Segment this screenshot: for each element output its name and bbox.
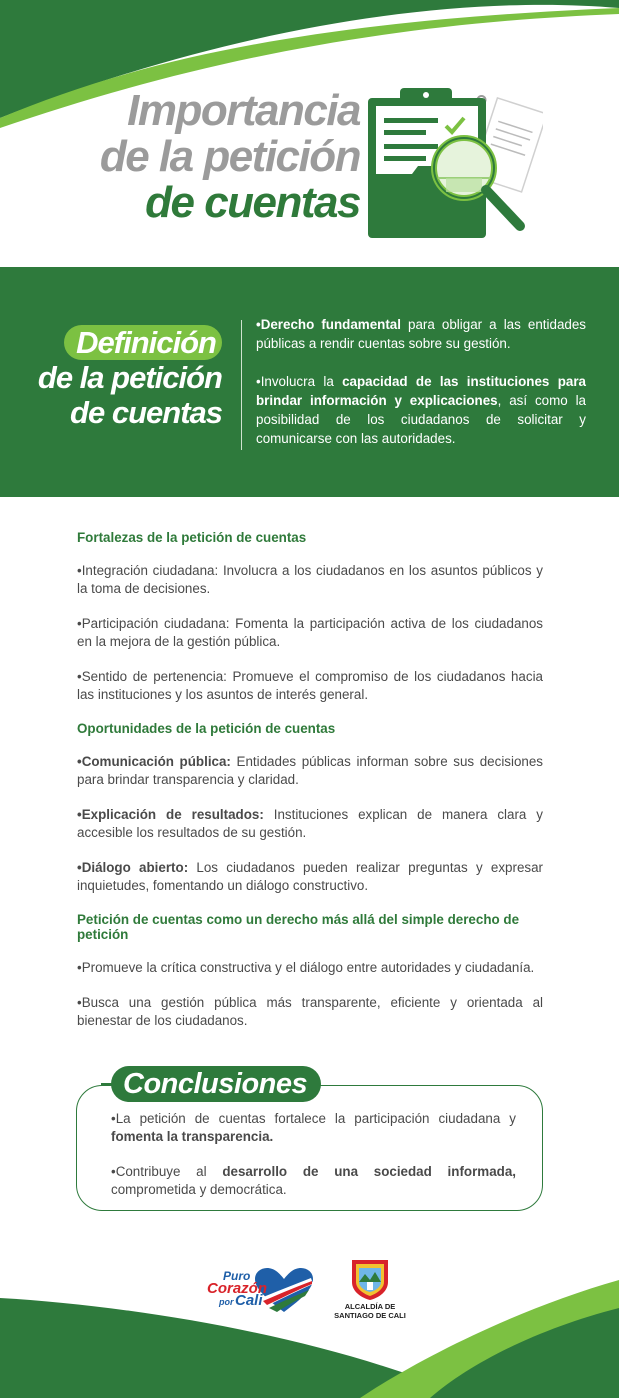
opportunity-item-text: Entidades públicas informan sobre sus decisiones para brindar transparencia y claridad. xyxy=(77,754,544,787)
conclusion-p2-rest: comprometida y democrática. xyxy=(111,1182,287,1197)
city-shield-icon xyxy=(350,1258,390,1300)
definition-p2-start: •Involucra la xyxy=(256,374,343,389)
alcaldia-text xyxy=(324,1302,416,1320)
opportunities-heading: Oportunidades de la petición de cuentas xyxy=(77,721,336,736)
clipboard-magnifier-icon xyxy=(368,86,543,256)
right-section-item: •Busca una gestión pública más transparente, eficiente y orientada al bienestar de los ciudadanos. xyxy=(77,995,543,1028)
page-title-line1: Importancia xyxy=(127,86,360,135)
opportunity-item-text: Instituciones explican de manera clara y accesible los resultados de su gestión. xyxy=(77,807,543,840)
main-content xyxy=(77,530,543,1030)
conclusion-p1-start: •La petición de cuentas fortalece la participación ciudadana y xyxy=(111,1111,516,1126)
definition-paragraph-1 xyxy=(256,315,586,353)
conclusions-title: Conclusiones xyxy=(111,1066,321,1102)
strengths-heading: Fortalezas de la petición de cuentas xyxy=(77,530,307,545)
definition-paragraph-2 xyxy=(256,372,586,448)
strength-item: •Integración ciudadana: Involucra a los ciudadanos en los asuntos públicos y la toma de decisiones. xyxy=(77,563,543,596)
opportunity-item-label: •Explicación de resultados: xyxy=(77,807,264,822)
logo-puro-text: Puro xyxy=(223,1269,251,1283)
opportunity-item xyxy=(77,753,543,789)
definition-title-line2: de la petición xyxy=(37,360,222,395)
conclusion-p2-start: •Contribuye al xyxy=(111,1164,223,1179)
definition-text xyxy=(256,315,586,467)
conclusion-p2-bold: desarrollo de una sociedad informada, xyxy=(222,1164,516,1179)
definition-section xyxy=(0,267,619,497)
conclusion-item xyxy=(111,1110,516,1146)
conclusion-item xyxy=(111,1163,516,1199)
opportunity-item-label: •Diálogo abierto: xyxy=(77,860,189,875)
opportunity-item xyxy=(77,806,543,842)
page-title-line3: de cuentas xyxy=(145,178,360,227)
puro-corazon-logo xyxy=(205,1266,313,1316)
right-section-heading: Petición de cuentas como un derecho más allá del simple derecho de petición xyxy=(77,912,520,942)
logo-corazon-text: Corazón xyxy=(207,1280,267,1297)
logo-cali-text: Cali xyxy=(235,1292,263,1309)
opportunity-item-text: Los ciudadanos pueden realizar preguntas y expresar inquietudes, fomentando un diálogo constructivo. xyxy=(77,860,543,893)
definition-p2-rest: , así como la posibilidad de los ciudadanos de solicitar y comunicarse con las autoridades. xyxy=(256,393,586,446)
conclusions-text xyxy=(111,1110,516,1216)
conclusion-p1-bold: fomenta la transparencia. xyxy=(111,1129,274,1144)
definition-divider xyxy=(241,320,242,450)
strength-item: •Sentido de pertenencia: Promueve el compromiso de los ciudadanos hacia las instituciones y los asuntos de interés general. xyxy=(77,669,543,702)
alcaldia-line1: ALCALDÍA DE xyxy=(344,1302,396,1311)
opportunity-item xyxy=(77,859,543,895)
alcaldia-logo xyxy=(324,1258,416,1328)
definition-title-line3: de cuentas xyxy=(70,395,222,430)
definition-p2-bold: capacidad de las instituciones para brindar información y explicaciones xyxy=(256,374,586,408)
page-title-line2: de la petición xyxy=(99,132,360,181)
definition-p1-rest: para obligar a las entidades públicas a rendir cuentas sobre su gestión. xyxy=(256,317,586,351)
alcaldia-line2: SANTIAGO DE CALI xyxy=(334,1311,406,1320)
strength-item: •Participación ciudadana: Fomenta la participación activa de los ciudadanos en la mejora de la gestión pública. xyxy=(77,616,543,649)
definition-title-line1: Definición xyxy=(64,325,222,360)
definition-title xyxy=(20,325,222,430)
logo-por-text: por xyxy=(219,1297,234,1307)
page-title xyxy=(70,88,360,226)
definition-p1-bold: •Derecho fundamental xyxy=(256,317,401,332)
right-section-item: •Promueve la crítica constructiva y el diálogo entre autoridades y ciudadanía. xyxy=(77,960,535,975)
opportunity-item-label: •Comunicación pública: xyxy=(77,754,231,769)
